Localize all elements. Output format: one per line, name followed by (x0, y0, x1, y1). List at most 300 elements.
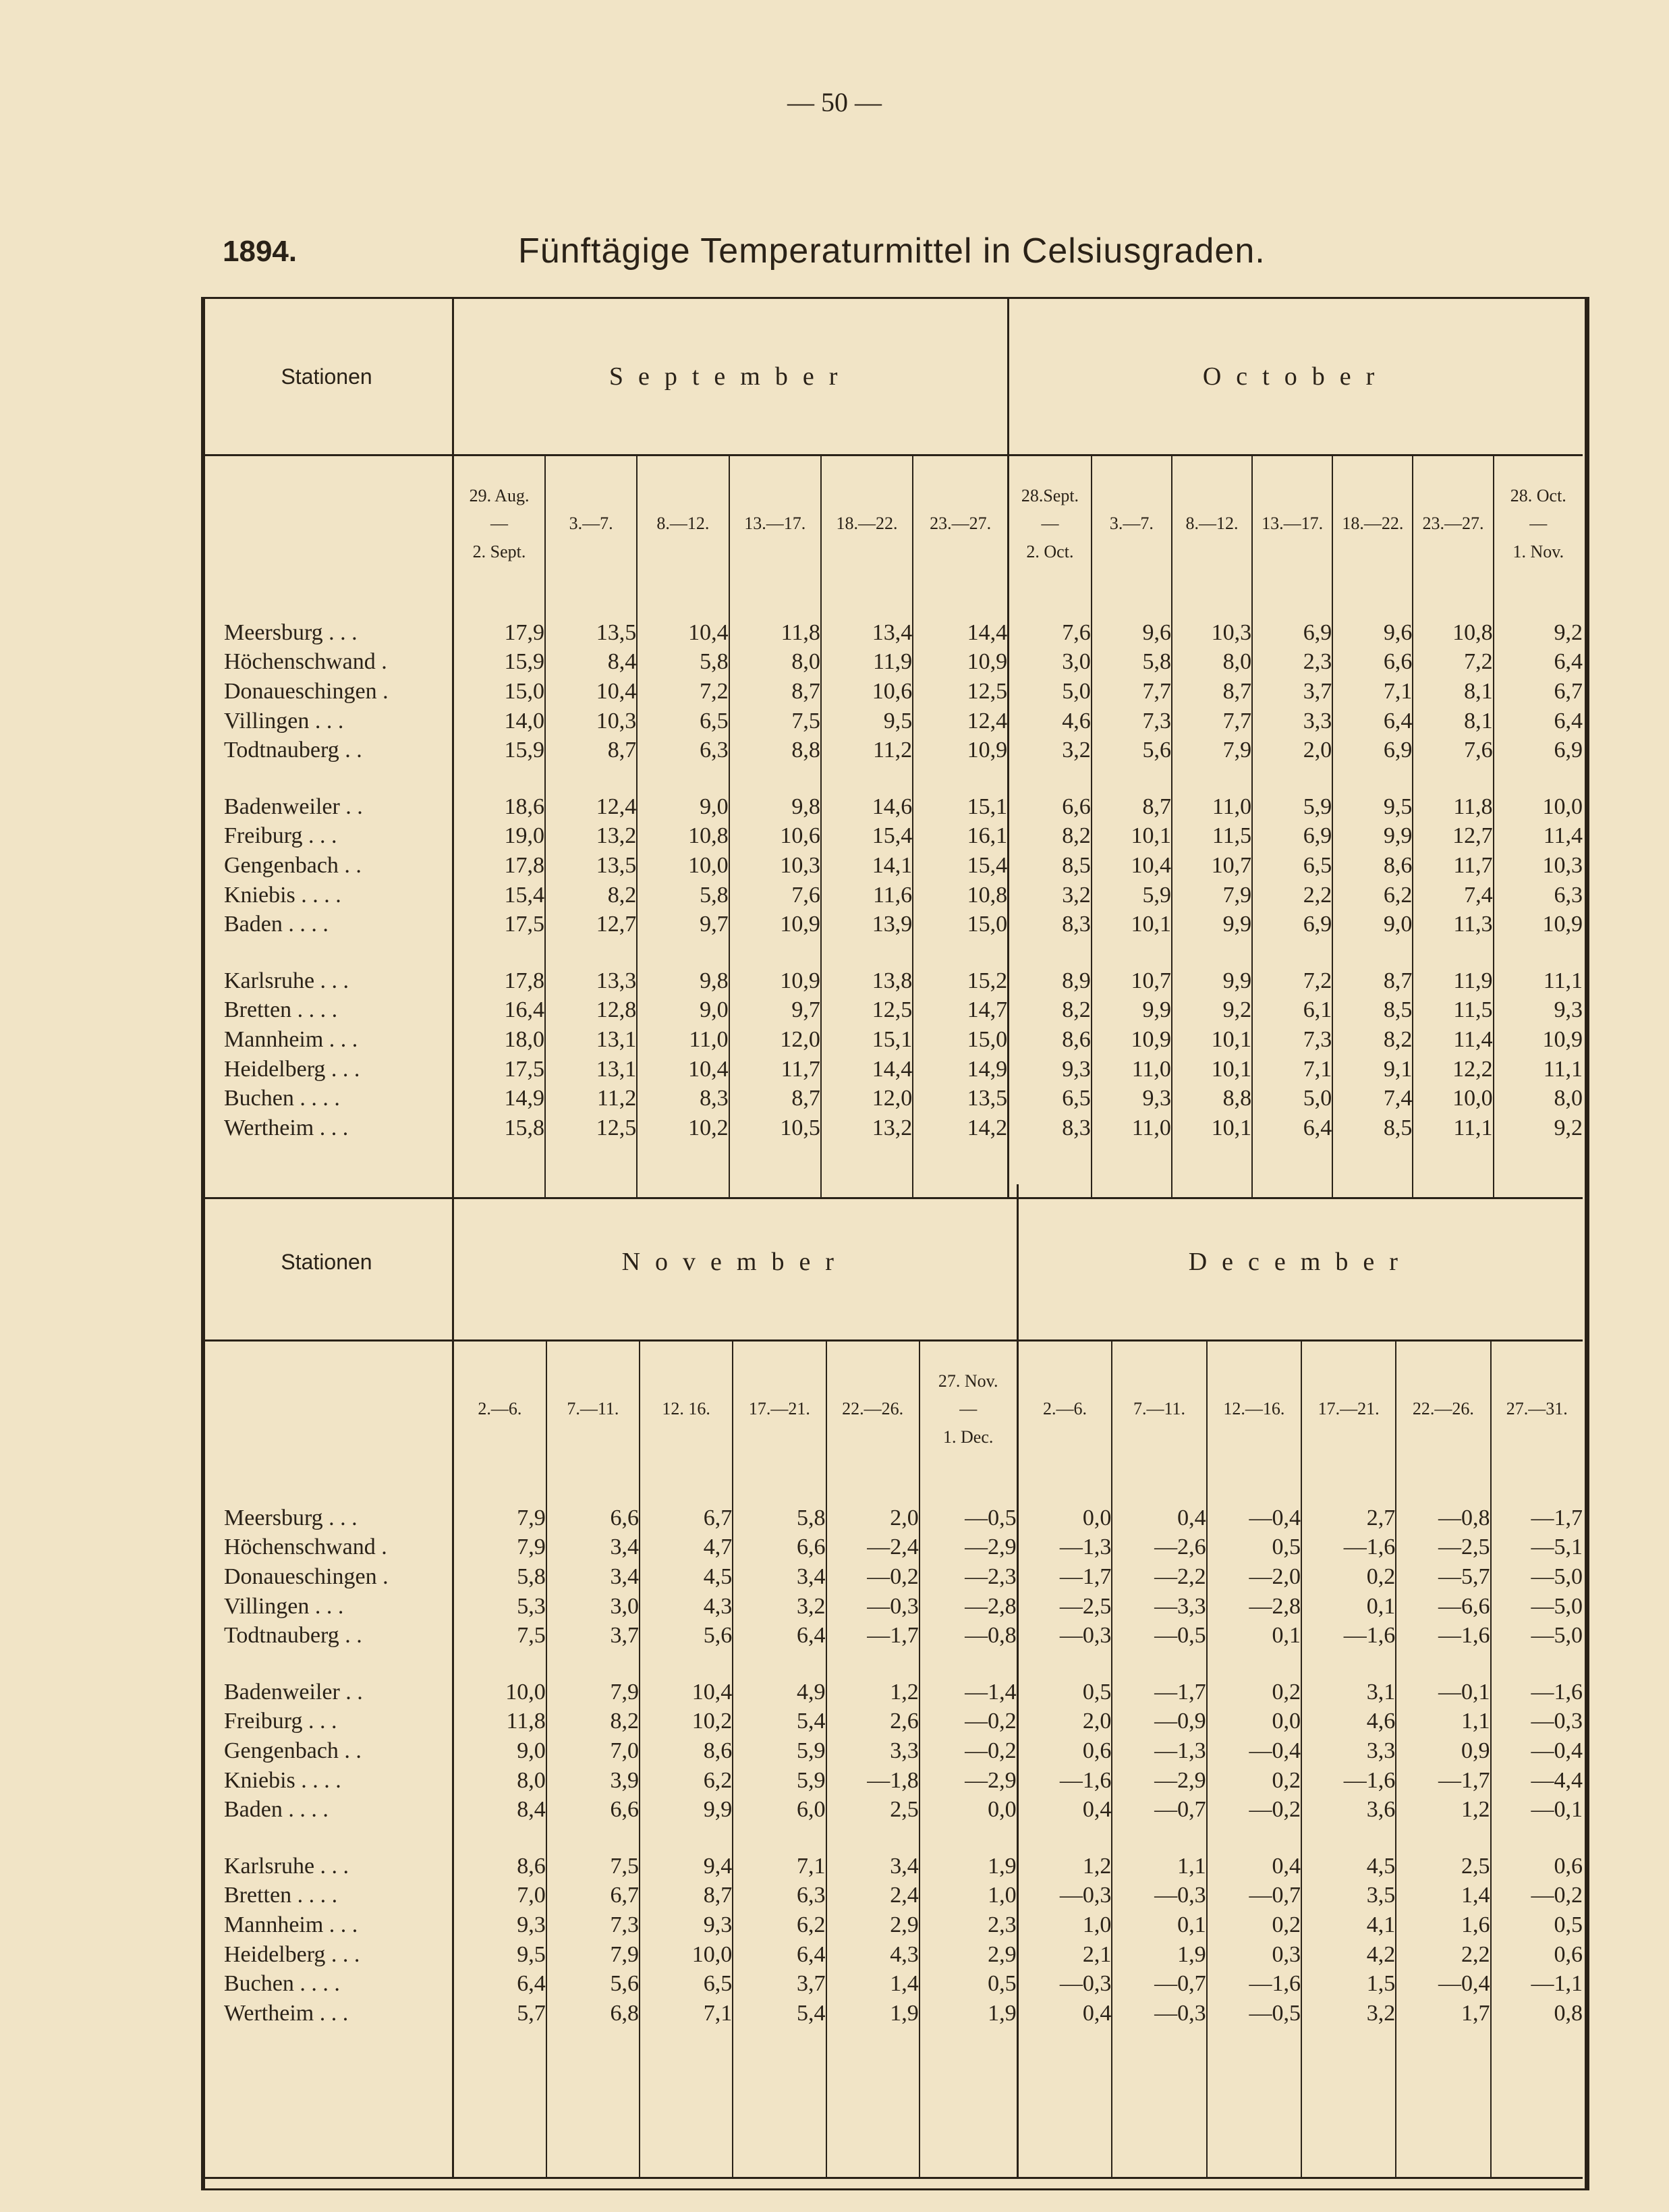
temperature-cell: 9,9 (1092, 996, 1172, 1026)
temperature-cell: 7,3 (1092, 707, 1172, 736)
station-name: Heidelberg . . . (201, 1940, 453, 1970)
period-header: 28.Sept. — 2. Oct. (1009, 455, 1092, 592)
temperature-cell: 11,1 (1543, 968, 1583, 993)
table-row (201, 1707, 1583, 1737)
row-gap (1413, 939, 1493, 966)
temperature-cell: 5,9 (733, 1766, 826, 1796)
temperature-cell: 1,9 (1112, 1940, 1206, 1970)
temperature-cell: 10,1 (1172, 1113, 1252, 1143)
table-row (201, 1766, 1583, 1796)
temperature-cell: 8,6 (453, 1852, 546, 1881)
page-title: Fünftägige Temperaturmittel in Celsiusgraden. (518, 231, 1266, 271)
temperature-cell: —4,4 (1531, 1767, 1583, 1793)
temperature-cell: 13,5 (913, 1084, 1008, 1113)
temperature-cell: 1,6 (1396, 1910, 1490, 1940)
temperature-cell: 0,0 (1207, 1707, 1301, 1737)
row-gap (545, 939, 637, 966)
temperature-cell: 7,6 (1413, 736, 1493, 765)
temperature-cell: 2,9 (826, 1910, 920, 1940)
station-name: Kniebis . . . . (201, 1766, 453, 1796)
temperature-cell: 7,0 (453, 1881, 546, 1911)
table-row (201, 1678, 1583, 1707)
row-gap (1017, 1476, 1112, 1503)
temperature-cell: 6,9 (1252, 618, 1332, 648)
station-name: Donaueschingen . (201, 1562, 453, 1592)
temperature-cell: 2,2 (1252, 881, 1332, 910)
table-row (201, 1533, 1583, 1563)
temperature-cell: 3,3 (1252, 707, 1332, 736)
row-gap (729, 591, 821, 618)
temperature-cell: —2,8 (1207, 1592, 1301, 1622)
period-header: 8.—12. (637, 455, 729, 592)
table-row (201, 1055, 1583, 1084)
temperature-cell: 5,8 (453, 1562, 546, 1592)
temperature-cell: 11,1 (1543, 1056, 1583, 1082)
temperature-cell: 13,5 (545, 618, 637, 648)
temperature-cell: 0,4 (1112, 1503, 1206, 1533)
temperature-cell: 7,1 (733, 1852, 826, 1881)
temperature-cell: 8,2 (1009, 822, 1092, 852)
temperature-cell: —2,3 (920, 1562, 1017, 1592)
temperature-cell: 5,0 (1252, 1084, 1332, 1113)
temperature-cell: 1,0 (1017, 1910, 1112, 1940)
temperature-cell: 9,3 (640, 1910, 733, 1940)
temperature-cell: 7,6 (1009, 618, 1092, 648)
temperature-cell: —0,5 (920, 1503, 1017, 1533)
temperature-cell: 11,7 (729, 1055, 821, 1084)
temperature-cell: 1,7 (1396, 1999, 1490, 2028)
row-gap (1252, 591, 1332, 618)
temperature-cell: 11,4 (1413, 1025, 1493, 1055)
temperature-cell: 0,2 (1207, 1678, 1301, 1707)
row-gap (453, 591, 545, 618)
row-gap (821, 939, 913, 966)
station-name: Karlsruhe . . . (201, 1852, 453, 1881)
temperature-cell: 6,9 (1252, 822, 1332, 852)
table-tail (453, 2028, 546, 2178)
temperature-cell: 10,3 (729, 851, 821, 881)
temperature-cell: 3,2 (733, 1592, 826, 1622)
temperature-cell: 9,2 (1554, 1115, 1583, 1140)
table-tail (546, 2028, 640, 2178)
temperature-cell: —0,7 (1112, 1969, 1206, 1999)
temperature-cell: 10,7 (1172, 851, 1252, 881)
temperature-cell: 10,1 (1172, 1025, 1252, 1055)
temperature-cell: 8,8 (729, 736, 821, 765)
temperature-cell: 9,4 (640, 1852, 733, 1881)
temperature-cell: 2,1 (1017, 1940, 1112, 1970)
temperature-cell: 6,4 (733, 1940, 826, 1970)
row-gap (1207, 1476, 1301, 1503)
row-gap (546, 1825, 640, 1852)
temperature-cell: 7,6 (729, 881, 821, 910)
table-row (201, 1592, 1583, 1622)
temperature-cell: —0,2 (826, 1562, 920, 1592)
row-gap (821, 765, 913, 792)
temperature-cell: 7,2 (637, 677, 729, 707)
row-gap (453, 1476, 546, 1503)
row-gap (1207, 1825, 1301, 1852)
period-header: 18.—22. (821, 455, 913, 592)
row-gap (453, 939, 545, 966)
station-name: Meersburg . . . (201, 1503, 453, 1533)
row-gap (821, 591, 913, 618)
temperature-cell: 17,8 (453, 966, 545, 996)
row-gap (1017, 1651, 1112, 1678)
row-gap (1207, 1651, 1301, 1678)
temperature-cell: 9,0 (1332, 910, 1413, 939)
temperature-cell: 4,5 (640, 1562, 733, 1592)
row-gap (1494, 591, 1583, 618)
temperature-cell: —3,3 (1112, 1592, 1206, 1622)
period-header: 23.—27. (913, 455, 1008, 592)
temperature-cell: 5,4 (733, 1999, 826, 2028)
temperature-cell: 11,4 (1543, 823, 1583, 849)
temperature-cell: 15,0 (913, 1025, 1008, 1055)
temperature-cell: 10,4 (1092, 851, 1172, 881)
temperature-cell: —0,2 (920, 1736, 1017, 1766)
temperature-cell: 0,2 (1207, 1910, 1301, 1940)
temperature-cell: 1,5 (1301, 1969, 1396, 1999)
temperature-cell: 11,7 (1413, 851, 1493, 881)
temperature-cell: 3,3 (1301, 1736, 1396, 1766)
temperature-cell: 5,3 (453, 1592, 546, 1622)
temperature-cell: 8,3 (1009, 910, 1092, 939)
temperature-cell: 9,0 (637, 792, 729, 822)
table-row (201, 1795, 1583, 1825)
period-header: 28. Oct. — 1. Nov. (1510, 485, 1566, 561)
temperature-cell: 10,4 (637, 1055, 729, 1084)
temperature-cell: —1,6 (1017, 1766, 1112, 1796)
station-name: Karlsruhe . . . (201, 966, 453, 996)
temperature-cell: 7,7 (1092, 677, 1172, 707)
temperature-cell: —0,7 (1207, 1881, 1301, 1911)
temperature-cell: 3,7 (1252, 677, 1332, 707)
row-gap (201, 591, 453, 618)
temperature-cell: 8,7 (545, 736, 637, 765)
temperature-cell: 6,9 (1554, 738, 1583, 763)
temperature-cell: 10,2 (640, 1707, 733, 1737)
temperature-cell: —0,3 (1017, 1969, 1112, 1999)
temperature-cell: 14,4 (913, 618, 1008, 648)
row-gap (1396, 1651, 1490, 1678)
temperature-cell: 7,5 (453, 1621, 546, 1651)
temperature-cell: 9,5 (821, 707, 913, 736)
temperature-cell: 5,8 (637, 881, 729, 910)
temperature-cell: 11,8 (1413, 792, 1493, 822)
temperature-cell: 5,9 (733, 1736, 826, 1766)
temperature-cell: 6,7 (640, 1503, 733, 1533)
temperature-cell: 2,0 (826, 1503, 920, 1533)
row-gap (1009, 765, 1092, 792)
temperature-cell: 9,7 (729, 996, 821, 1026)
table-row (201, 966, 1583, 996)
temperature-cell: 6,9 (1332, 736, 1413, 765)
temperature-cell: 7,9 (546, 1940, 640, 1970)
table-tail (920, 2028, 1017, 2178)
temperature-cell: 6,4 (733, 1621, 826, 1651)
row-gap (637, 591, 729, 618)
table-row (201, 1910, 1583, 1940)
temperature-cell: 10,8 (637, 822, 729, 852)
temperature-cell: 9,5 (453, 1940, 546, 1970)
temperature-cell: 3,9 (546, 1766, 640, 1796)
temperature-cell: —0,4 (1207, 1503, 1301, 1533)
temperature-cell: 15,0 (913, 910, 1008, 939)
temperature-cell: 12,7 (545, 910, 637, 939)
table-row (201, 1999, 1583, 2028)
temperature-cell: —0,4 (1207, 1736, 1301, 1766)
temperature-cell: —0,3 (1017, 1621, 1112, 1651)
temperature-cell: —2,9 (920, 1533, 1017, 1563)
temperature-cell: 14,9 (453, 1084, 545, 1113)
temperature-cell: 2,7 (1301, 1503, 1396, 1533)
month-header-left: November (453, 1184, 1017, 1341)
temperature-cell: —5,0 (1531, 1593, 1583, 1619)
temperature-cell: 8,7 (729, 1084, 821, 1113)
station-name: Badenweiler . . (201, 792, 453, 822)
station-name: Baden . . . . (201, 910, 453, 939)
row-gap (913, 765, 1008, 792)
row-gap (733, 1651, 826, 1678)
temperature-cell: 6,3 (733, 1881, 826, 1911)
station-name: Höchenschwand . (201, 648, 453, 678)
temperature-cell: —0,2 (920, 1707, 1017, 1737)
table-row (201, 996, 1583, 1026)
row-gap (201, 1651, 453, 1678)
temperature-cell: 10,4 (640, 1678, 733, 1707)
temperature-cell: 2,3 (1252, 648, 1332, 678)
temperature-cell: 12,0 (729, 1025, 821, 1055)
station-name: Wertheim . . . (201, 1113, 453, 1143)
temperature-cell: 4,5 (1301, 1852, 1396, 1881)
temperature-cell: —5,0 (1531, 1623, 1583, 1649)
row-gap (1112, 1825, 1206, 1852)
temperature-cell: —0,4 (1531, 1738, 1583, 1763)
temperature-cell: 0,0 (920, 1795, 1017, 1825)
temperature-cell: 10,9 (1092, 1025, 1172, 1055)
temperature-cell: —1,3 (1017, 1533, 1112, 1563)
month-header-right: December (1017, 1184, 1583, 1341)
temperature-cell: 10,8 (1413, 618, 1493, 648)
row-gap (637, 765, 729, 792)
temperature-cell: 3,4 (546, 1533, 640, 1563)
temperature-cell: 5,6 (546, 1969, 640, 1999)
period-header: 18.—22. (1332, 455, 1413, 592)
temperature-cell: 7,1 (640, 1999, 733, 2028)
temperature-cell: 7,7 (1172, 707, 1252, 736)
temperature-cell: 6,0 (733, 1795, 826, 1825)
table-tail (1491, 2028, 1583, 2178)
temperature-cell: 12,8 (545, 996, 637, 1026)
station-name: Meersburg . . . (201, 618, 453, 648)
temperature-cell: 9,3 (1092, 1084, 1172, 1113)
temperature-cell: 13,3 (545, 966, 637, 996)
table-tail (1207, 2028, 1301, 2178)
row-gap (1172, 939, 1252, 966)
temperature-cell: —0,8 (1396, 1503, 1490, 1533)
temperature-cell: 10,0 (640, 1940, 733, 1970)
temperature-cell: —2,6 (1112, 1533, 1206, 1563)
temperature-cell: 4,7 (640, 1533, 733, 1563)
temperature-cell: 12,4 (545, 792, 637, 822)
temperature-cell: 11,6 (821, 881, 913, 910)
temperature-cell: 10,0 (1413, 1084, 1493, 1113)
row-gap (1301, 1476, 1396, 1503)
period-header: 12.—16. (1207, 1341, 1301, 1477)
temperature-cell: —2,5 (1396, 1533, 1490, 1563)
temperature-cell: 14,6 (821, 792, 913, 822)
temperature-cell: 11,0 (1092, 1113, 1172, 1143)
temperature-cell: 4,9 (733, 1678, 826, 1707)
temperature-cell: 3,0 (546, 1592, 640, 1622)
temperature-cell: 4,1 (1301, 1910, 1396, 1940)
temperature-cell: 6,6 (546, 1503, 640, 1533)
table-row (201, 1621, 1583, 1651)
row-gap (1491, 1476, 1583, 1503)
temperature-cell: 8,7 (1172, 677, 1252, 707)
temperature-cell: 10,0 (1542, 794, 1583, 819)
temperature-cell: 11,5 (1172, 822, 1252, 852)
temperature-cell: —5,7 (1396, 1562, 1490, 1592)
temperature-cell: 1,2 (1017, 1852, 1112, 1881)
temperature-cell: —1,6 (1301, 1766, 1396, 1796)
temperature-cell: 13,8 (821, 966, 913, 996)
station-name: Wertheim . . . (201, 1999, 453, 2028)
temperature-cell: 16,1 (913, 822, 1008, 852)
temperature-cell: 1,2 (1396, 1795, 1490, 1825)
temperature-cell: —0,5 (1207, 1999, 1301, 2028)
temperature-cell: 10,4 (637, 618, 729, 648)
temperature-cell: 13,1 (545, 1025, 637, 1055)
temperature-cell: 14,7 (913, 996, 1008, 1026)
temperature-cell: 3,5 (1301, 1881, 1396, 1911)
temperature-cell: —0,2 (1531, 1883, 1583, 1908)
temperature-cell: 7,0 (546, 1736, 640, 1766)
temperature-cell: 11,8 (729, 618, 821, 648)
temperature-cell: 9,0 (637, 996, 729, 1026)
temperature-cell: 8,3 (1009, 1113, 1092, 1143)
row-gap (453, 1825, 546, 1852)
station-name: Mannheim . . . (201, 1910, 453, 1940)
temperature-cell: 1,0 (920, 1881, 1017, 1911)
temperature-cell: 6,6 (733, 1533, 826, 1563)
table-row (201, 792, 1583, 822)
temperature-cell: 15,8 (453, 1113, 545, 1143)
temperature-cell: 7,1 (1332, 677, 1413, 707)
temperature-cell: 6,2 (733, 1910, 826, 1940)
table-tail (1301, 2028, 1396, 2178)
temperature-cell: 8,2 (546, 1707, 640, 1737)
temperature-cell: 4,3 (826, 1940, 920, 1970)
station-name: Mannheim . . . (201, 1025, 453, 1055)
temperature-cell: —2,2 (1112, 1562, 1206, 1592)
row-gap (729, 939, 821, 966)
temperature-cell: 19,0 (453, 822, 545, 852)
lower-temperature-table (201, 1184, 1583, 2179)
temperature-cell: 0,4 (1017, 1795, 1112, 1825)
station-column-header: Stationen (201, 299, 453, 455)
row-gap (201, 939, 453, 966)
period-header: 23.—27. (1413, 455, 1493, 592)
station-name: Baden . . . . (201, 1795, 453, 1825)
table-row (201, 1025, 1583, 1055)
temperature-cell: 7,5 (729, 707, 821, 736)
table-row (201, 822, 1583, 852)
station-name: Freiburg . . . (201, 1707, 453, 1737)
temperature-cell: 0,1 (1301, 1592, 1396, 1622)
temperature-cell: 12,5 (913, 677, 1008, 707)
row-gap (920, 1651, 1017, 1678)
temperature-cell: —0,3 (826, 1592, 920, 1622)
temperature-cell: 6,3 (637, 736, 729, 765)
temperature-cell: 6,1 (1252, 996, 1332, 1026)
temperature-cell: 6,5 (637, 707, 729, 736)
temperature-cell: 11,1 (1413, 1113, 1493, 1143)
temperature-cell: 11,5 (1413, 996, 1493, 1026)
temperature-cell: 10,6 (821, 677, 913, 707)
period-header: 3.—7. (1092, 455, 1172, 592)
period-header: 27.—31. (1506, 1399, 1568, 1419)
temperature-cell: 6,3 (1554, 882, 1583, 908)
table-tail (1017, 2028, 1112, 2178)
table-row (201, 1113, 1583, 1143)
temperature-cell: —2,9 (1112, 1766, 1206, 1796)
temperature-cell: 8,0 (1554, 1086, 1583, 1111)
temperature-cell: 14,1 (821, 851, 913, 881)
row-gap (913, 939, 1008, 966)
temperature-cell: 13,1 (545, 1055, 637, 1084)
temperature-cell: 18,0 (453, 1025, 545, 1055)
temperature-cell: 8,9 (1009, 966, 1092, 996)
month-header-right: October (1009, 299, 1583, 455)
table-row (201, 707, 1583, 736)
row-gap (640, 1825, 733, 1852)
row-gap (1413, 765, 1493, 792)
temperature-cell: —2,8 (920, 1592, 1017, 1622)
temperature-cell: 7,2 (1413, 648, 1493, 678)
row-gap (1491, 1825, 1583, 1852)
temperature-cell: 11,8 (453, 1707, 546, 1737)
temperature-cell: —1,6 (1531, 1679, 1583, 1705)
temperature-cell: 0,9 (1396, 1736, 1490, 1766)
temperature-cell: —0,1 (1396, 1678, 1490, 1707)
row-gap (545, 765, 637, 792)
row-gap (826, 1476, 920, 1503)
temperature-cell: 11,0 (1172, 792, 1252, 822)
period-header: 13.—17. (1252, 455, 1332, 592)
temperature-cell: 7,9 (453, 1503, 546, 1533)
temperature-cell: 9,0 (453, 1736, 546, 1766)
temperature-cell: 4,3 (640, 1592, 733, 1622)
temperature-cell: —0,3 (1112, 1999, 1206, 2028)
station-name: Todtnauberg . . (201, 736, 453, 765)
row-gap (1172, 591, 1252, 618)
temperature-cell: 0,3 (1207, 1940, 1301, 1970)
temperature-cell: 15,9 (453, 648, 545, 678)
temperature-cell: 17,9 (453, 618, 545, 648)
temperature-cell: 6,5 (640, 1969, 733, 1999)
temperature-cell: 7,4 (1413, 881, 1493, 910)
temperature-cell: 14,9 (913, 1055, 1008, 1084)
row-gap (1092, 939, 1172, 966)
temperature-cell: 10,3 (1542, 852, 1583, 878)
temperature-cell: 11,0 (637, 1025, 729, 1055)
table-row (201, 1562, 1583, 1592)
temperature-cell: 9,9 (640, 1795, 733, 1825)
temperature-cell: 15,0 (453, 677, 545, 707)
row-gap (640, 1651, 733, 1678)
